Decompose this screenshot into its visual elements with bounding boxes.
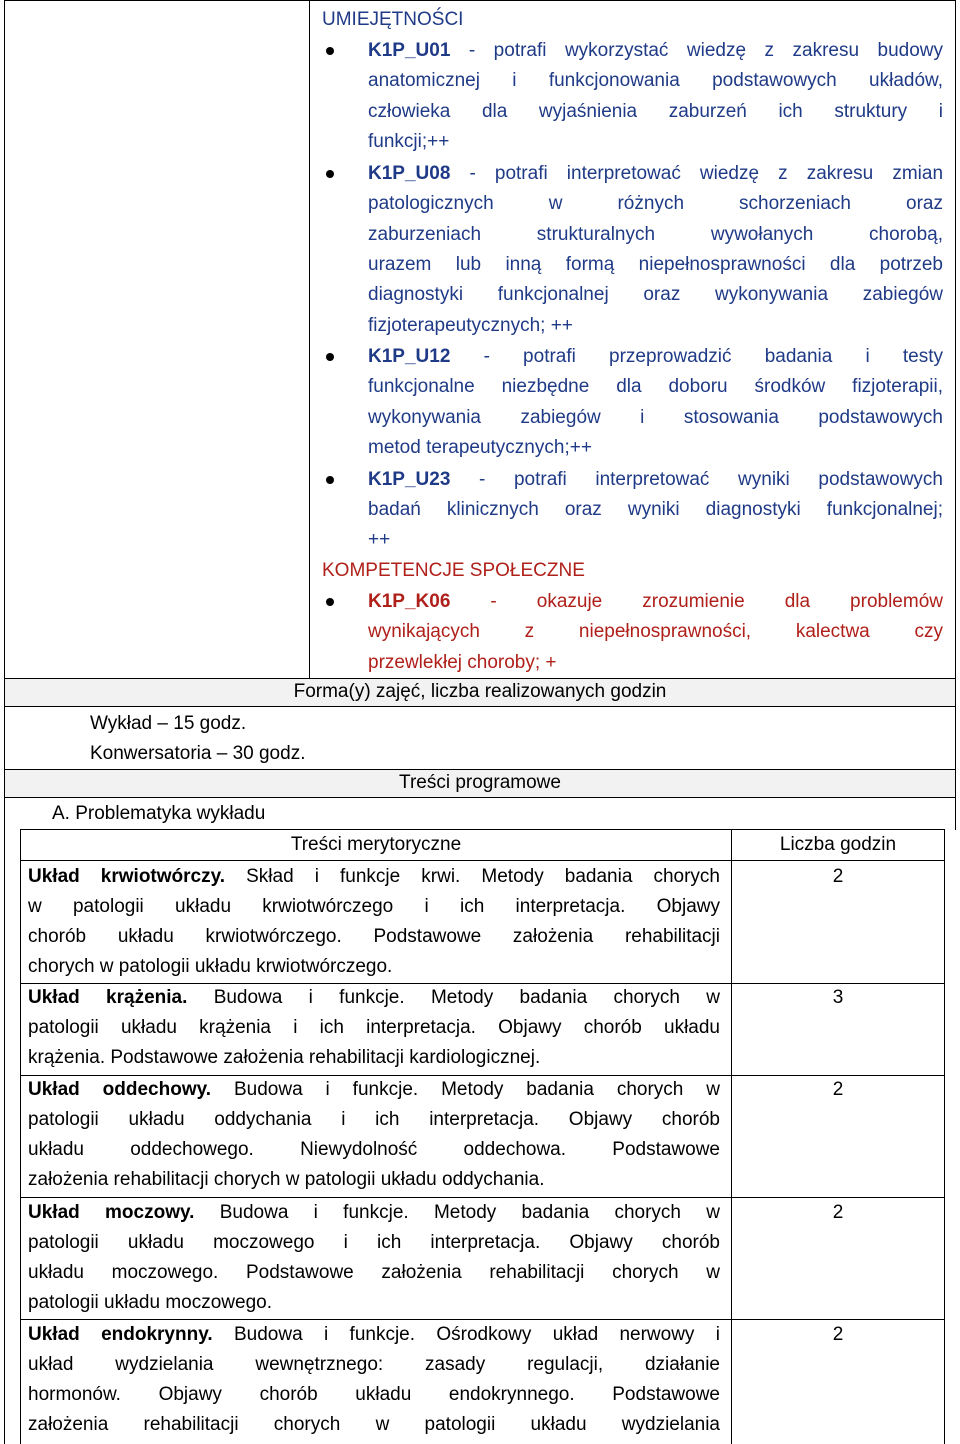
table-row-line: założenia rehabilitacji chorych w patologii układu wydzielania — [28, 1414, 720, 1435]
forms-header: Forma(y) zajęć, liczba realizowanych godzin — [293, 681, 667, 702]
form-line: Konwersatoria – 30 godz. — [90, 743, 306, 764]
table-row-line: w patologii układu krwiotwórczego i ich interpretacja. Objawy — [28, 896, 720, 917]
hours-cell: 2 — [832, 1324, 844, 1345]
section-label: A. Problematyka wykładu — [52, 803, 266, 824]
col-hours-header: Liczba godzin — [779, 834, 897, 855]
competence-line: przewlekłej choroby; + — [368, 652, 557, 673]
table-row-line: układu oddechowego. Niewydolność oddechowa. Podstawowe — [28, 1139, 720, 1160]
col-content-header: Treści merytoryczne — [290, 834, 462, 855]
rule — [4, 706, 956, 707]
skill-line: funkcjonalne niezbędne dla doboru środków fizjoterapii, — [368, 376, 943, 397]
table-right — [944, 829, 945, 1444]
competence-line: K1P_K06 - okazuje zrozumienie dla problemów — [368, 591, 943, 612]
table-row-line: Układ moczowy. Budowa i funkcje. Metody badania chorych w — [28, 1202, 721, 1223]
rule — [4, 797, 956, 798]
table-row-line: patologii układu moczowego. — [28, 1292, 272, 1313]
table-row-line: układu moczowego. Podstawowe założenia rehabilitacji chorych w — [28, 1262, 720, 1283]
hours-cell: 2 — [832, 1079, 844, 1100]
table-row-line: patologii układu moczowego i ich interpretacja. Objawy chorób — [28, 1232, 720, 1253]
skill-line: K1P_U01 - potrafi wykorzystać wiedzę z zakresu budowy — [368, 40, 943, 61]
table-row-line: hormonów. Objawy chorób układu endokrynnego. Podstawowe — [28, 1384, 720, 1405]
program-header: Treści programowe — [399, 772, 561, 793]
bullet-icon — [326, 47, 334, 55]
skill-line: ++ — [368, 529, 391, 550]
bullet-icon — [326, 170, 334, 178]
competences-heading: KOMPETENCJE SPOŁECZNE — [322, 560, 585, 581]
table-row-line: chorych w patologii układu krwiotwórczego. — [28, 956, 393, 977]
skill-line: K1P_U12 - potrafi przeprowadzić badania i testy — [368, 346, 943, 367]
skill-line: metod terapeutycznych;++ — [368, 437, 592, 458]
skill-line: fizjoterapeutycznych; ++ — [368, 315, 573, 336]
table-row-line: chorób układu krwiotwórczego. Podstawowe założenia rehabilitacji — [28, 926, 720, 947]
table-row-line: patologii układu oddychania i ich interpretacja. Objawy chorób — [28, 1109, 720, 1130]
table-head-bottom — [20, 860, 945, 861]
skill-line: funkcji;++ — [368, 131, 450, 152]
bullet-icon — [326, 598, 334, 606]
bullet-icon — [326, 353, 334, 361]
table-row-line: Układ endokrynny. Budowa i funkcje. Ośrodkowy układ nerwowy i — [28, 1324, 720, 1345]
skills-column-divider — [309, 0, 310, 678]
skill-line: K1P_U23 - potrafi interpretować wyniki podstawowych — [368, 469, 943, 490]
table-middle — [731, 829, 732, 1444]
skill-line: patologicznych w różnych schorzeniach oraz — [368, 193, 943, 214]
skill-line: K1P_U08 - potrafi interpretować wiedzę z zakresu zmian — [368, 163, 944, 184]
skills-heading: UMIEJĘTNOŚCI — [322, 9, 464, 30]
skill-line: urazem lub inną formą niepełnosprawności dla potrzeb — [368, 254, 943, 275]
hours-cell: 3 — [832, 987, 844, 1008]
table-row-line: patologii układu krążenia i ich interpretacja. Objawy chorób układu — [28, 1017, 720, 1038]
skill-line: człowieka dla wyjaśnienia zaburzeń ich struktury i — [368, 101, 943, 122]
skill-line: badań klinicznych oraz wyniki diagnostyki funkcjonalnej; — [368, 499, 943, 520]
competence-line: wynikających z niepełnosprawności, kalectwa czy — [368, 621, 943, 642]
frame-top — [4, 0, 956, 1]
bullet-icon — [326, 476, 334, 484]
skill-line: diagnostyki funkcjonalnej oraz wykonywania zabiegów — [368, 284, 943, 305]
table-row-line: Układ oddechowy. Budowa i funkcje. Metody badania chorych w — [28, 1079, 721, 1100]
hours-cell: 2 — [832, 1202, 844, 1223]
table-row-line: Układ krążenia. Budowa i funkcje. Metody badania chorych w — [28, 987, 721, 1008]
table-row-line: układ wydzielania wewnętrznego: zasady regulacji, działanie — [28, 1354, 720, 1375]
skill-line: anatomicznej i funkcjonowania podstawowych układów, — [368, 70, 943, 91]
table-row-line: założenia rehabilitacji chorych w patologii układu oddychania. — [28, 1169, 545, 1190]
table-row-line: krążenia. Podstawowe założenia rehabilitacji kardiologicznej. — [28, 1047, 541, 1068]
table-left — [20, 829, 21, 1444]
frame-left — [4, 0, 5, 1444]
table-row-line: Układ krwiotwórczy. Skład i funkcje krwi. Metody badania chorych — [28, 866, 720, 887]
form-line: Wykład – 15 godz. — [90, 713, 247, 734]
hours-cell: 2 — [832, 866, 844, 887]
skill-line: zaburzeniach strukturalnych wywołanych chorobą, — [368, 224, 943, 245]
skill-line: wykonywania zabiegów i stosowania podstawowych — [368, 407, 943, 428]
